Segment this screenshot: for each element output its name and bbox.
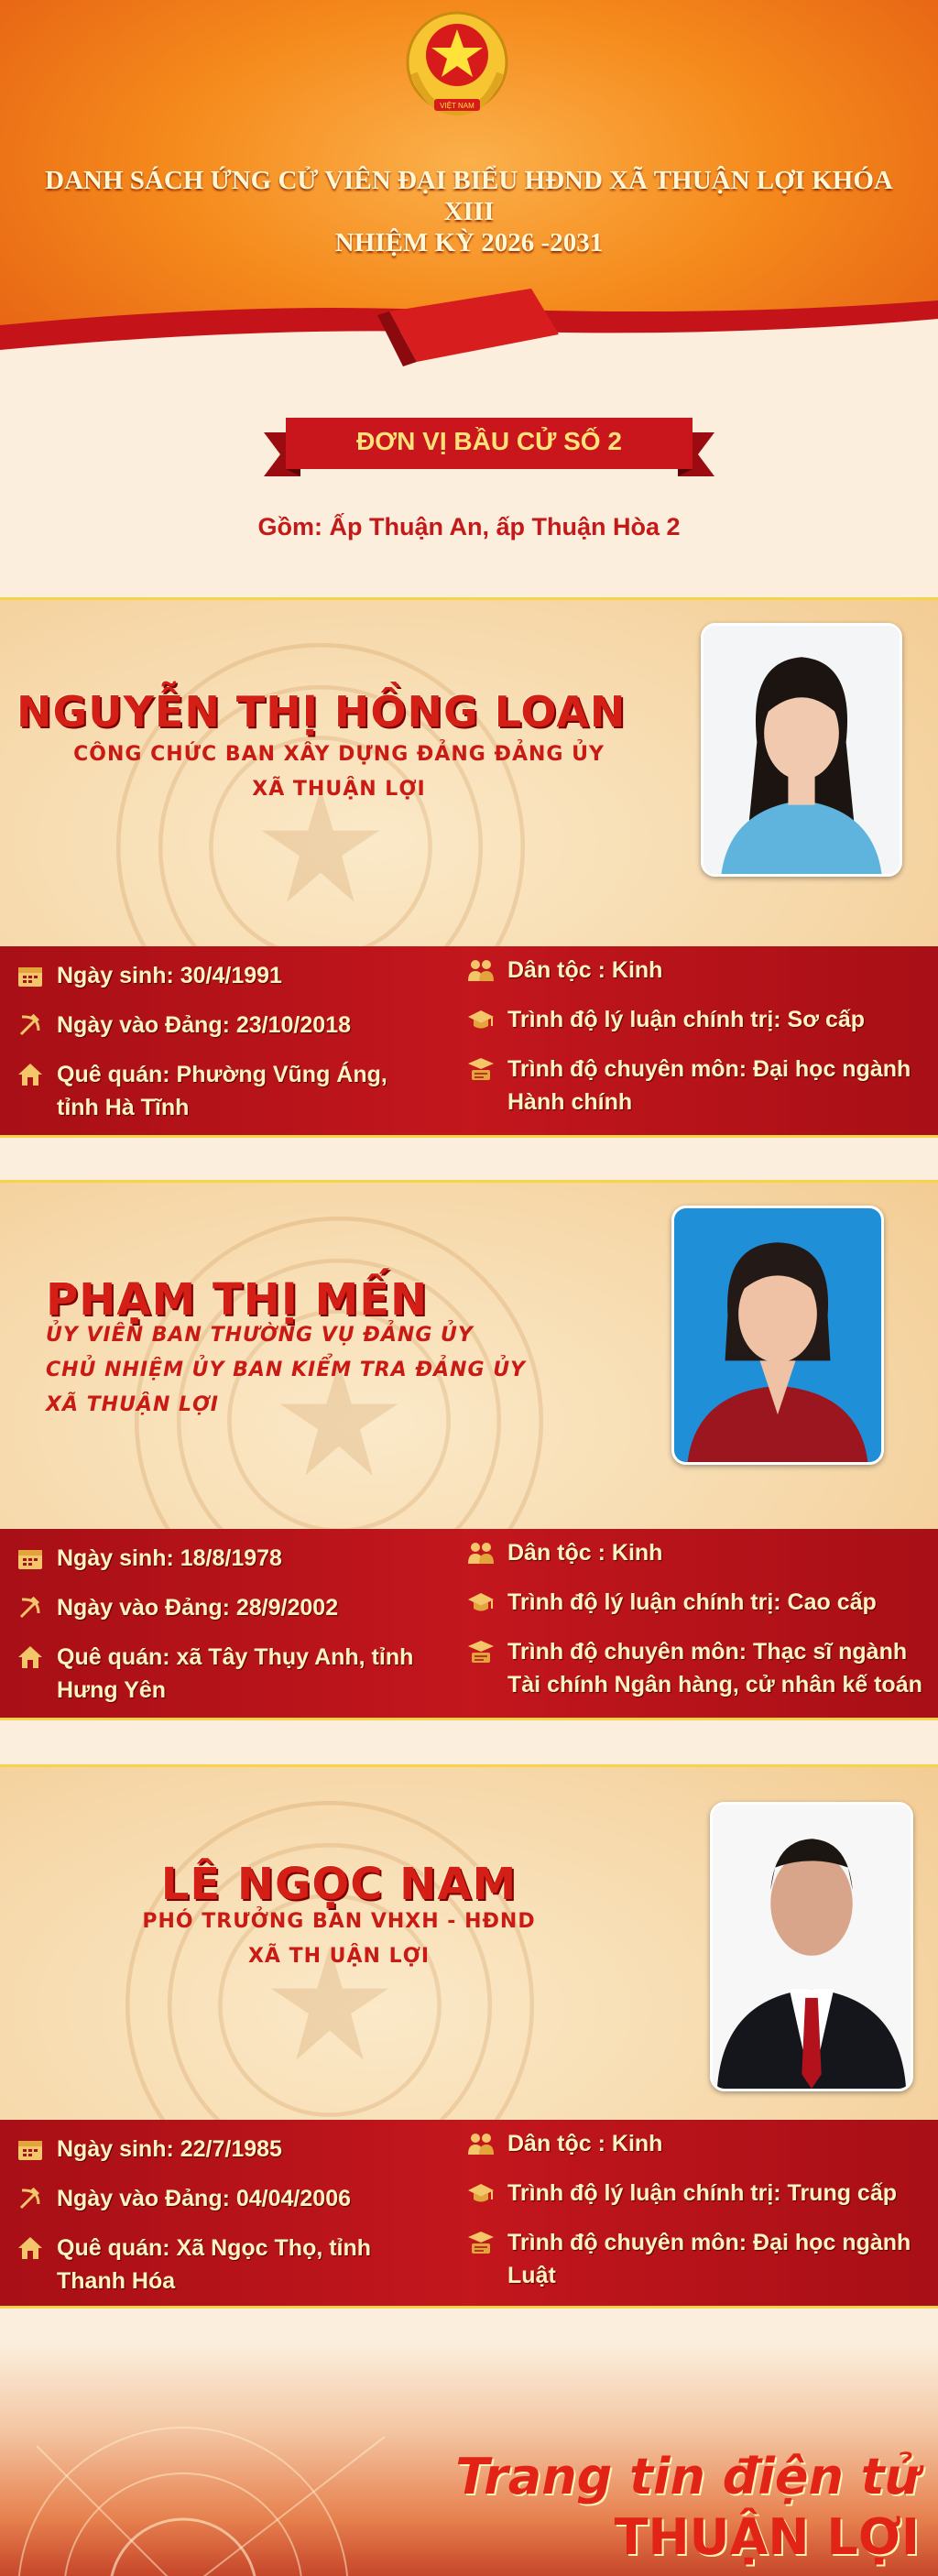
candidate-info-panel	[0, 2120, 938, 2309]
birth-date-row	[16, 959, 447, 992]
hometown-line: tỉnh Hà Tĩnh	[57, 1095, 190, 1120]
home-icon	[16, 1644, 48, 1670]
candidate-role	[0, 1905, 678, 1974]
hammer-sickle-icon	[16, 1012, 48, 1038]
political-level-row	[467, 2177, 925, 2210]
hometown-line: Hưng Yên	[57, 1677, 167, 1703]
candidate-card	[0, 1180, 938, 1720]
political-level-row	[467, 1586, 925, 1619]
hometown	[57, 1058, 387, 1124]
party-date-row	[16, 2182, 447, 2215]
birth-date-row	[16, 1542, 447, 1575]
header-ribbon	[0, 275, 938, 403]
diploma-cap-icon	[467, 1056, 498, 1082]
candidate-name: PHẠM THỊ MẾN	[46, 1274, 429, 1326]
professional-level-row	[467, 1053, 934, 1119]
circuit-pattern	[0, 2382, 476, 2576]
unit-description: Gồm: Ấp Thuận An, ấp Thuận Hòa 2	[257, 513, 681, 540]
calendar-icon	[16, 1545, 48, 1571]
professional-level	[507, 1635, 922, 1701]
graduation-cap-icon	[467, 2180, 498, 2206]
political-level: Trình độ lý luận chính trị: Sơ cấp	[507, 1007, 866, 1032]
candidate-role-line: XÃ TH UẬN LỢI	[247, 1945, 431, 1968]
home-icon	[16, 1062, 48, 1087]
page-title	[18, 165, 920, 258]
political-level: Trình độ lý luận chính trị: Trung cấp	[507, 2180, 898, 2206]
candidate-role	[0, 737, 678, 807]
ethnicity-row	[467, 1536, 925, 1569]
candidate-role-line: XÃ THUẬN LỢI	[252, 778, 426, 801]
ethnicity: Dân tộc : Kinh	[507, 1540, 663, 1566]
graduation-cap-icon	[467, 1007, 498, 1032]
page-header	[0, 0, 938, 403]
calendar-icon	[16, 2136, 48, 2162]
hometown	[57, 2232, 371, 2298]
candidate-name: NGUYỄN THỊ HỒNG LOAN	[16, 687, 627, 737]
people-icon	[467, 957, 498, 983]
professional-level	[507, 1053, 911, 1119]
candidate-role-line: ỦY VIÊN BAN THƯỜNG VỤ ĐẢNG ỦY	[46, 1324, 474, 1347]
hometown-line: Quê quán: Xã Ngọc Thọ, tỉnh	[57, 2235, 372, 2261]
candidate-name: LÊ NGỌC NAM	[160, 1859, 518, 1910]
professional-line: Trình độ chuyên môn: Thạc sĩ ngành	[507, 1639, 908, 1665]
page-footer	[0, 2345, 938, 2576]
people-icon	[467, 1540, 498, 1566]
party-date-row	[16, 1009, 447, 1042]
candidate-role-line: XÃ THUẬN LỢI	[46, 1393, 219, 1416]
hometown	[57, 1641, 413, 1707]
birth-date: Ngày sinh: 30/4/1991	[57, 963, 282, 988]
candidate-photo	[671, 1206, 884, 1465]
candidate-role-line: CHỦ NHIỆM ỦY BAN KIỂM TRA ĐẢNG ỦY	[46, 1359, 526, 1381]
candidate-photo	[701, 623, 902, 877]
hammer-sickle-icon	[16, 2186, 48, 2211]
professional-level	[507, 2226, 911, 2292]
professional-level-row	[467, 1635, 934, 1701]
people-icon	[467, 2131, 498, 2156]
political-level: Trình độ lý luận chính trị: Cao cấp	[507, 1589, 877, 1615]
page-title-line2: NHIỆM KỲ 2026 -2031	[334, 228, 604, 257]
ethnicity-row	[467, 2127, 925, 2160]
professional-line: Trình độ chuyên môn: Đại học ngành	[507, 1056, 911, 1082]
candidate-role-line: CÔNG CHỨC BAN XÂY DỰNG ĐẢNG ĐẢNG ỦY	[73, 743, 605, 766]
party-join-date: Ngày vào Đảng: 23/10/2018	[57, 1012, 351, 1038]
candidate-role-line: PHÓ TRƯỞNG BAN VHXH - HĐND	[142, 1910, 536, 1933]
hometown-line: Quê quán: xã Tây Thụy Anh, tỉnh	[57, 1644, 414, 1670]
party-join-date: Ngày vào Đảng: 28/9/2002	[57, 1595, 339, 1621]
svg-text:VIỆT NAM: VIỆT NAM	[440, 102, 474, 110]
hometown-row	[16, 1641, 447, 1707]
professional-line: Tài chính Ngân hàng, cử nhân kế toán	[507, 1672, 922, 1697]
hometown-line: Quê quán: Phường Vũng Áng,	[57, 1062, 387, 1087]
candidate-info-panel	[0, 1529, 938, 1718]
party-date-row	[16, 1591, 447, 1624]
candidate-card	[0, 1764, 938, 2309]
diploma-cap-icon	[467, 2230, 498, 2255]
unit-title: ĐƠN VỊ BẦU CỬ SỐ 2	[356, 427, 622, 455]
home-icon	[16, 2235, 48, 2261]
page-title-line1: DANH SÁCH ỨNG CỬ VIÊN ĐẠI BIỂU HĐND XÃ THUẬN LỢI KHÓA XIII	[45, 166, 893, 226]
professional-level-row	[467, 2226, 934, 2292]
ethnicity-row	[467, 954, 925, 987]
calendar-icon	[16, 963, 48, 988]
hammer-sickle-icon	[16, 1595, 48, 1621]
birth-date: Ngày sinh: 18/8/1978	[57, 1545, 282, 1571]
hometown-row	[16, 2232, 447, 2298]
footer-site-label: Trang tin điện tử	[455, 2448, 920, 2505]
candidate-info-panel	[0, 946, 938, 1135]
national-emblem-icon	[401, 9, 513, 121]
candidate-role	[46, 1318, 632, 1423]
ethnicity: Dân tộc : Kinh	[507, 2131, 663, 2156]
graduation-cap-icon	[467, 1589, 498, 1615]
birth-date: Ngày sinh: 22/7/1985	[57, 2136, 282, 2162]
ethnicity: Dân tộc : Kinh	[507, 957, 663, 983]
candidate-card	[0, 597, 938, 1138]
footer-site-name: THUẬN LỢI	[614, 2508, 920, 2566]
political-level-row	[467, 1003, 925, 1036]
birth-date-row	[16, 2133, 447, 2166]
diploma-cap-icon	[467, 1639, 498, 1665]
candidate-photo	[710, 1802, 913, 2091]
hometown-line: Thanh Hóa	[57, 2268, 176, 2294]
hometown-row	[16, 1058, 447, 1124]
party-join-date: Ngày vào Đảng: 04/04/2006	[57, 2186, 351, 2211]
professional-line: Luật	[507, 2263, 556, 2288]
professional-line: Hành chính	[507, 1089, 633, 1115]
professional-line: Trình độ chuyên môn: Đại học ngành	[507, 2230, 911, 2255]
